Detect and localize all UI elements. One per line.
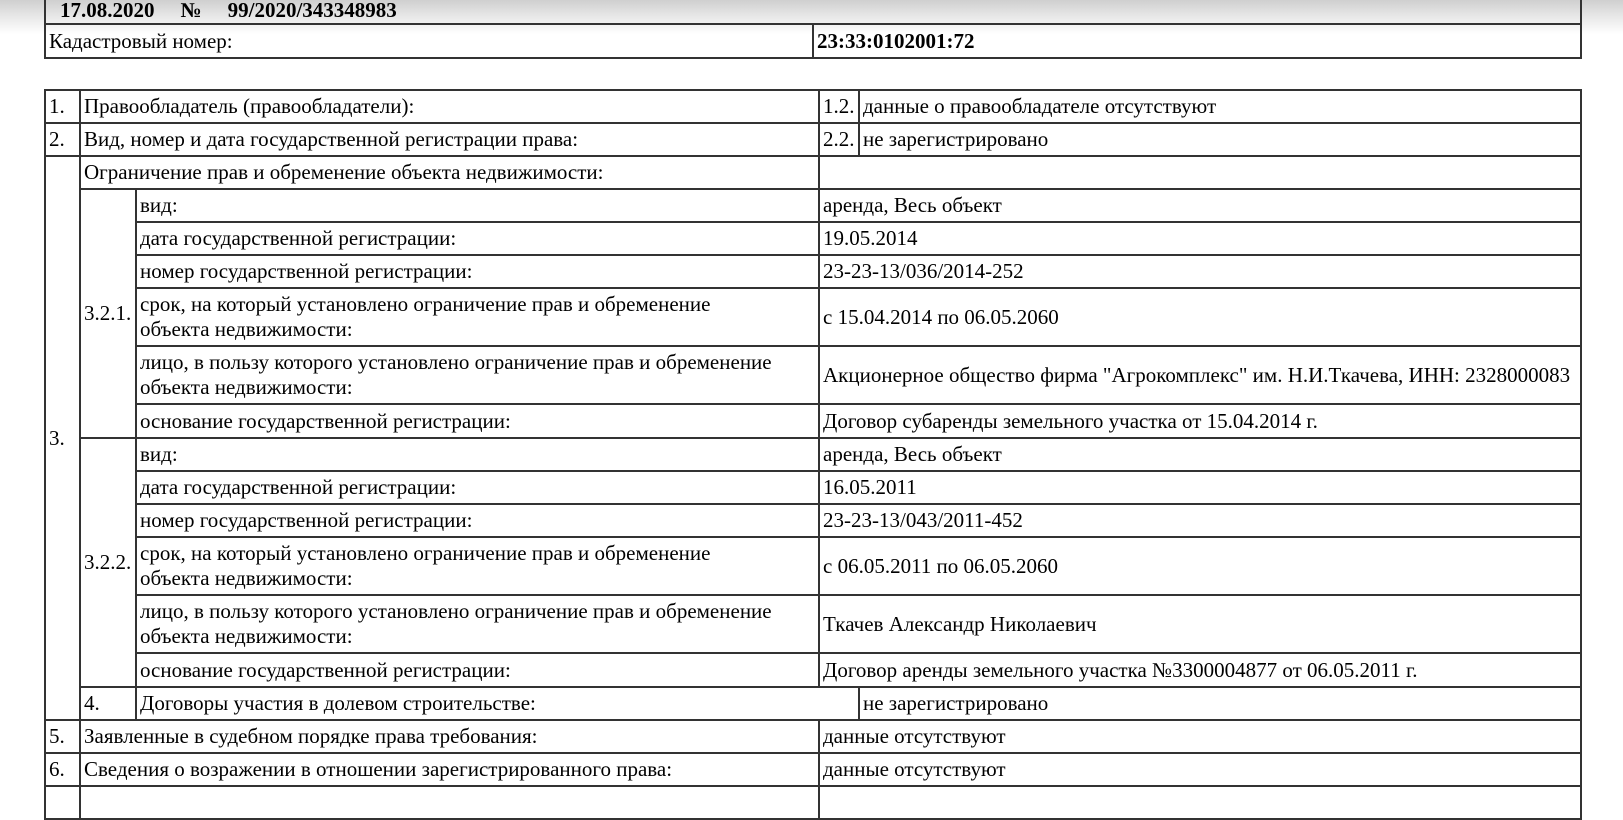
- row-label: Вид, номер и дата государственной регистрации права:: [80, 123, 819, 156]
- encumbrance-2-date-row: [45, 471, 1581, 504]
- cadastral-row: [45, 24, 1581, 58]
- field-label: лицо, в пользу которого установлено ограничение прав и обременение объекта недвижимости:: [136, 346, 819, 404]
- field-value: 19.05.2014: [819, 222, 1581, 255]
- cadastral-label: Кадастровый номер:: [45, 24, 813, 58]
- row-number: 2.: [45, 123, 80, 156]
- field-value: Акционерное общество фирма "Агрокомплекс" им. Н.И.Ткачева, ИНН: 2328000083: [819, 346, 1581, 404]
- extract-header: [45, 0, 1581, 24]
- row-5: [45, 720, 1581, 753]
- field-label: вид:: [136, 189, 819, 222]
- field-value: аренда, Весь объект: [819, 189, 1581, 222]
- field-value: Ткачев Александр Николаевич: [819, 595, 1581, 653]
- encumbrance-number: 3.2.2.: [80, 438, 136, 687]
- encumbrance-1-type-row: [45, 189, 1581, 222]
- encumbrance-1-person-row: [45, 346, 1581, 404]
- field-value: с 15.04.2014 по 06.05.2060: [819, 288, 1581, 346]
- field-label: основание государственной регистрации:: [136, 404, 819, 438]
- field-label: номер государственной регистрации:: [136, 255, 819, 288]
- row-6: [45, 753, 1581, 786]
- field-label: дата государственной регистрации:: [136, 471, 819, 504]
- row-number: 1.: [45, 90, 80, 123]
- field-label: основание государственной регистрации:: [136, 653, 819, 687]
- row-number-empty: [45, 786, 80, 819]
- row-label: Сведения о возражении в отношении зарегистрированного права:: [80, 753, 819, 786]
- row-value: не зарегистрировано: [859, 123, 1581, 156]
- row-value-empty: [819, 156, 1581, 189]
- row-value: данные отсутствуют: [819, 720, 1581, 753]
- encumbrance-2-person-row: [45, 595, 1581, 653]
- row-7-partial: [45, 786, 1581, 819]
- encumbrance-1-regnum-row: [45, 255, 1581, 288]
- row-number: 6.: [45, 753, 80, 786]
- cadastral-value: 23:33:0102001:72: [813, 24, 1581, 58]
- field-label: лицо, в пользу которого установлено ограничение прав и обременение объекта недвижимости:: [136, 595, 819, 653]
- row-value: не зарегистрировано: [859, 687, 1581, 720]
- encumbrance-2-regnum-row: [45, 504, 1581, 537]
- extract-number: 99/2020/343348983: [227, 0, 397, 22]
- encumbrance-1-date-row: [45, 222, 1581, 255]
- field-label: вид:: [136, 438, 819, 471]
- rights-table: [44, 89, 1582, 820]
- field-value: 23-23-13/043/2011-452: [819, 504, 1581, 537]
- encumbrance-number: 3.2.1.: [80, 189, 136, 438]
- row-label-empty: [80, 786, 819, 819]
- field-value: Договор аренды земельного участка №3300004877 от 06.05.2011 г.: [819, 653, 1581, 687]
- field-value: Договор субаренды земельного участка от 15.04.2014 г.: [819, 404, 1581, 438]
- row-2: [45, 123, 1581, 156]
- row-number: 3.: [45, 156, 80, 720]
- encumbrance-2-type-row: [45, 438, 1581, 471]
- row-value: данные о правообладателе отсутствуют: [859, 90, 1581, 123]
- row-label: Договоры участия в долевом строительстве:: [136, 687, 859, 720]
- encumbrance-1-term-row: [45, 288, 1581, 346]
- field-value: 16.05.2011: [819, 471, 1581, 504]
- field-value: аренда, Весь объект: [819, 438, 1581, 471]
- row-number: 5.: [45, 720, 80, 753]
- row-3-heading: [45, 156, 1581, 189]
- header-row: [45, 0, 1581, 24]
- row-label: Правообладатель (правообладатели):: [80, 90, 819, 123]
- row-4: [45, 687, 1581, 720]
- field-label: дата государственной регистрации:: [136, 222, 819, 255]
- row-number: 4.: [80, 687, 136, 720]
- field-label: срок, на который установлено ограничение прав и обременение объекта недвижимости:: [136, 288, 819, 346]
- field-value: с 06.05.2011 по 06.05.2060: [819, 537, 1581, 595]
- row-value: данные отсутствуют: [819, 753, 1581, 786]
- field-label: срок, на который установлено ограничение прав и обременение объекта недвижимости:: [136, 537, 819, 595]
- field-value: 23-23-13/036/2014-252: [819, 255, 1581, 288]
- field-label: номер государственной регистрации:: [136, 504, 819, 537]
- encumbrance-1-basis-row: [45, 404, 1581, 438]
- row-label: Заявленные в судебном порядке права требования:: [80, 720, 819, 753]
- number-sign: №: [180, 0, 202, 22]
- header-table: [44, 0, 1582, 59]
- row-1: [45, 90, 1581, 123]
- row-subnumber: 1.2.: [819, 90, 859, 123]
- row-subnumber: 2.2.: [819, 123, 859, 156]
- row-value-empty: [819, 786, 1581, 819]
- encumbrance-2-basis-row: [45, 653, 1581, 687]
- encumbrance-2-term-row: [45, 537, 1581, 595]
- row-label: Ограничение прав и обременение объекта недвижимости:: [80, 156, 819, 189]
- extract-date: 17.08.2020: [60, 0, 155, 22]
